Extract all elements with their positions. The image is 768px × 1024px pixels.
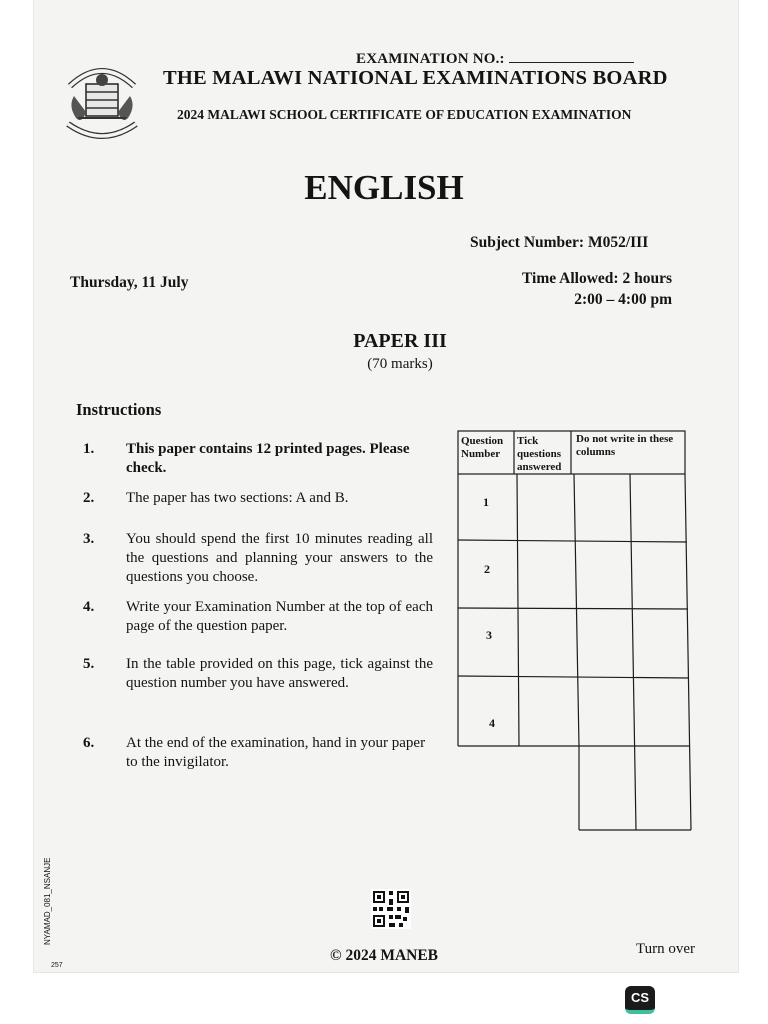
instruction-number: 1. (83, 441, 95, 457)
instruction-text: You should spend the first 10 minutes reading all the questions and planning your answers to the questions you choose. (126, 531, 433, 585)
instructions-heading: Instructions (76, 400, 162, 419)
side-code-text: NYAMAD_081_NSANJE (43, 857, 52, 945)
paper-number: PAPER III (353, 330, 447, 352)
examination-number-field (356, 50, 634, 68)
column-header-question-number: Question Number (461, 435, 504, 460)
exam-title: 2024 MALAWI SCHOOL CERTIFICATE OF EDUCATION EXAMINATION (177, 107, 632, 122)
copyright-text: © 2024 MANEB (329, 947, 439, 964)
qr-code-icon (371, 889, 411, 929)
examination-number-label: EXAMINATION NO.: (356, 51, 505, 67)
instruction-text: At the end of the examination, hand in your paper to the invigilator. (126, 735, 426, 770)
examination-number-line (509, 50, 634, 63)
column-header-do-not-write: Do not write in these columns (576, 433, 674, 458)
paper-marks: (70 marks) (367, 356, 433, 372)
time-block (440, 268, 672, 310)
column-header-tick-questions: Tick questions answered (517, 435, 562, 473)
time-range: 2:00 – 4:00 pm (574, 291, 672, 308)
instruction-number: 6. (83, 735, 95, 751)
instruction-number: 2. (83, 490, 95, 506)
turn-over-text: Turn over (636, 941, 696, 957)
page-code-text: 257 (51, 962, 63, 969)
question-number-cell: 2 (484, 562, 490, 576)
instruction-text: This paper contains 12 printed pages. Please check. (126, 441, 410, 476)
exam-date: Thursday, 11 July (70, 274, 189, 291)
instruction-number: 5. (83, 656, 95, 672)
time-allowed: Time Allowed: 2 hours (522, 270, 672, 287)
board-name: THE MALAWI NATIONAL EXAMINATIONS BOARD (163, 67, 668, 89)
question-number-cell: 3 (486, 628, 492, 642)
instruction-text: Write your Examination Number at the top of each page of the question paper. (126, 599, 433, 634)
instruction-text: The paper has two sections: A and B. (126, 490, 349, 506)
question-number-cell: 1 (483, 495, 489, 509)
maneb-coat-of-arms-logo (56, 58, 148, 148)
instruction-text: In the table provided on this page, tick against the question number you have answered. (126, 656, 433, 691)
subject-number: Subject Number: M052/III (470, 234, 649, 251)
camscanner-badge-icon: CS (625, 986, 655, 1014)
tick-cell-1[interactable] (584, 520, 624, 534)
instruction-number: 4. (83, 599, 95, 615)
subject-title: ENGLISH (304, 168, 464, 207)
question-number-cell: 4 (489, 716, 495, 730)
instruction-number: 3. (83, 531, 95, 547)
